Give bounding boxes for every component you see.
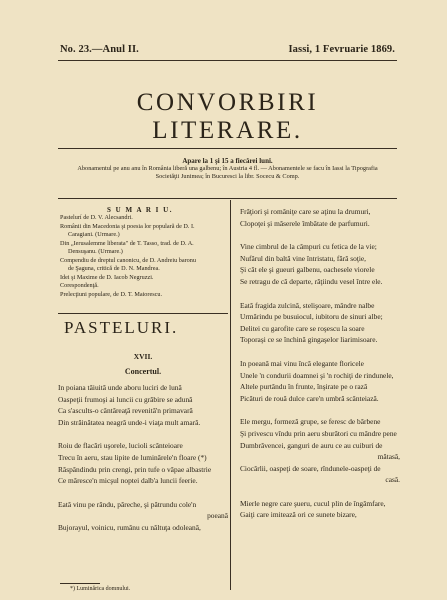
verse-line: Altele purtându în frunte, înşirate pe o rază: [240, 382, 368, 392]
sumar-list: [60, 214, 220, 299]
sumar-item: Din „Ierusalemme liberata" de T. Tasso, trad. de D. A.: [60, 239, 194, 247]
verse-line: Toporaşi ce se închină gingaşelor liarimisoare.: [240, 335, 378, 345]
verse-line: Dumbrăvencei, ganguri de auru ce au cuiburi de: [240, 440, 383, 450]
sumar-item: Românii din Macedonia şi poesia lor populară de D. I.: [60, 222, 195, 230]
verse-line: Urmărindu pe busuiocul, iubitoru de sinuri albe;: [240, 312, 383, 322]
left-column: [60, 206, 220, 299]
masthead-line: [60, 44, 395, 55]
verse-line: In poeană mai vinu încă elegante floricele: [240, 358, 364, 368]
stanza-gap: [240, 229, 400, 241]
sumar-title: S U M A R I U.: [107, 206, 173, 214]
stanza-gap: [240, 288, 400, 300]
sumar-item: Densuşanu. (Urmare.): [68, 248, 123, 255]
footnote: *) Luminărica domnului.: [70, 586, 131, 592]
sumar-item: Pastelurí de D. V. Alecsandri.: [60, 214, 133, 221]
sumar-item: Corespondenţă.: [60, 282, 99, 289]
title-rule: [58, 148, 397, 149]
poem-title: Concertul.: [124, 367, 162, 376]
section-title: PASTELURI.: [64, 318, 179, 337]
poem-section: [58, 313, 228, 534]
verse-line: Ciocârlii, oaspeţi de soare, rîndunele-oaspeţi de: [240, 463, 381, 473]
verse-line: Eată vinu pe rându, păreche, şi pătrundu cole'n: [58, 499, 197, 509]
top-rule: [58, 60, 397, 61]
verse-line: Răspândindu prin crengi, prin tufe o văpae albastrie: [58, 464, 212, 474]
publication-title: CONVORBIRI LITERARE.: [136, 89, 319, 144]
verse-line: Vine cimbrul de la câmpuri cu fetica de la vie;: [240, 242, 377, 252]
verse-line: Ele mergu, formeză grupe, se feresc de bărbene: [240, 417, 381, 427]
verse-line: Eată fragida zulcină, stelişoare, mândre nalbe: [240, 300, 375, 310]
stanza-gap: [240, 486, 400, 498]
verse-line: Bujorayul, voinicu, rumânu cu năltuţa odoleană,: [58, 522, 201, 532]
poem-number: XVII.: [133, 352, 153, 361]
sumar-item: Prelecţiuni populare, de D. T. Maiorescu.: [60, 290, 163, 298]
sumar-item: de Şaguna, critică de D. N. Mandrea.: [68, 265, 160, 272]
stanza-gap: [240, 346, 400, 358]
verse-line: Şi cât ele şi gueuri galbenu, oachesele viorele: [240, 265, 375, 275]
place-date: Iassi, 1 Fevruarie 1869.: [288, 44, 395, 55]
stanza-gap: [58, 487, 228, 499]
column-divider: [230, 200, 231, 590]
verse-line: casă.: [385, 475, 400, 485]
verse-line: Unele 'n condurii doamnei şi 'n rochiţi de rindunele,: [240, 370, 394, 380]
sumar-item: Caragiani. (Urmare.): [68, 231, 120, 238]
right-column: [240, 206, 400, 521]
verse-line: Mierle negre care şueru, cucul plin de îngâmfare,: [240, 498, 386, 508]
right-verses: [240, 206, 400, 521]
footnote-rule: [60, 583, 100, 584]
subscription-notice: [58, 157, 397, 181]
notice-line-1: Abonamentul pe anu anu în România liberă una galbenu; în Austria 4 fl. — Abonamentele se facu în Iassi la Tipografia: [77, 165, 378, 172]
verse-line: Roiu de flacări uşorele, lucioli scânteioare: [58, 441, 183, 451]
verse-line: Se retragu de că departe, răţiindu vesel între ele.: [240, 276, 383, 286]
verse-line: In poiana tăiuită unde aboru luciri de lună: [58, 383, 182, 392]
verse-line: Ce măresce'n micşul noptei dalb'a luncii feerie.: [58, 476, 198, 486]
notice-head: Apare la 1 şi 15 a fiecărei luni.: [182, 157, 273, 165]
verse-line: Din străinătatea neagră unde-i viaţa mult amară.: [58, 417, 201, 427]
verse-line: Picături de rouă dulce care'n umbră scânteiază.: [240, 393, 379, 403]
sumar-item: Idei şi Maxime de D. Iacob Negruzzi.: [60, 273, 154, 281]
verse-line: Gaiţi care imitează ori ce sunete bizare,: [240, 510, 357, 520]
verse-line: Frăţiori şi româniţe care se aţinu la drumuri,: [240, 207, 371, 216]
stanza-gap: [58, 428, 228, 440]
verse-line: Oaspeţii frumoşi ai luncii cu grăbire se adună: [58, 394, 193, 404]
verse-line: Ca s'ascults-o cântăreaţă revenită'n primavară: [58, 406, 193, 416]
sumar-item: Compendiu de dreptul canonicu, de D. Andreiu baronu: [60, 256, 196, 264]
notice-line-2: Societăţii Junimea; în Bucuresci la libr. Socecu & Comp.: [155, 173, 300, 180]
notice-rule: [58, 198, 397, 199]
verse-line: Nufărul din baltă vine întristatu, fără soţie,: [240, 253, 367, 263]
left-verses: [58, 382, 228, 534]
stanza-gap: [240, 404, 400, 416]
verse-line: Trecu în aeru, stau lipite de luminărele'n floare (*): [58, 452, 207, 462]
verse-line: Delitei cu garofite care se roşescu la soare: [240, 323, 365, 333]
verse-line: Şi privescu vîndu prin aeru sburători cu mândre pene: [240, 428, 397, 438]
verse-line: mătasă,: [377, 452, 400, 462]
verse-line: poeană: [207, 511, 228, 521]
issue-number: No. 23.—Anul II.: [60, 44, 139, 55]
verse-line: Clopoţei şi măserele îmbătate de parfumuri.: [240, 218, 370, 228]
